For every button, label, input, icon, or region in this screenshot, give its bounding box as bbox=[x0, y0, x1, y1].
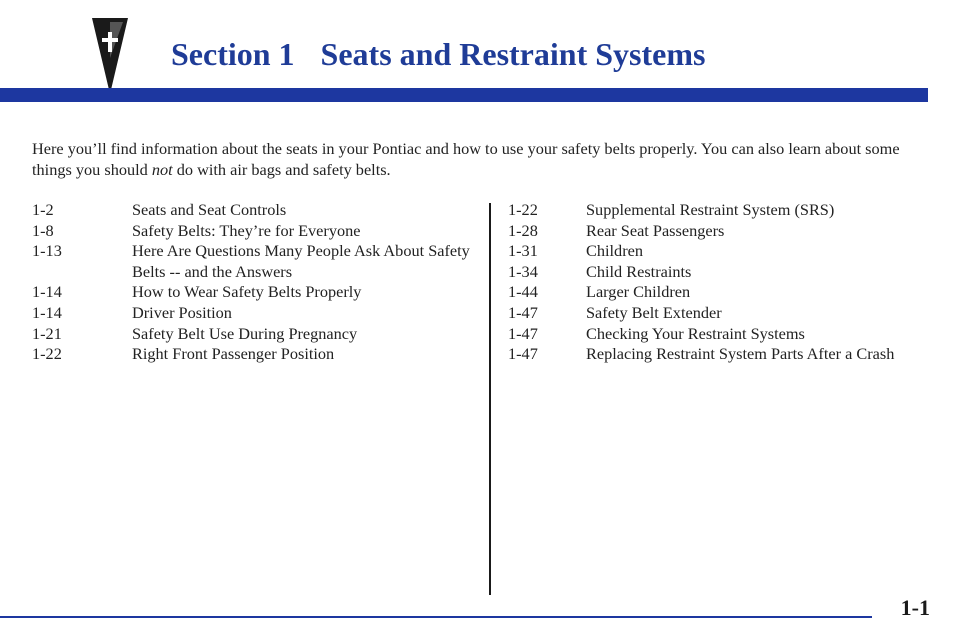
section-title: Seats and Restraint Systems bbox=[320, 36, 706, 72]
toc-title: Safety Belt Use During Pregnancy bbox=[132, 323, 358, 343]
toc-page: 1-47 bbox=[508, 302, 538, 322]
toc-entry[interactable] bbox=[508, 344, 928, 365]
toc-title: Replacing Restraint System Parts After a Crash bbox=[586, 344, 895, 364]
toc-entry[interactable] bbox=[32, 303, 472, 324]
toc-entry[interactable] bbox=[508, 303, 928, 324]
toc-entry[interactable] bbox=[32, 282, 472, 303]
footer-rule bbox=[0, 616, 872, 618]
toc-title: Children bbox=[586, 241, 643, 261]
toc-title: Driver Position bbox=[132, 302, 232, 322]
toc-page: 1-44 bbox=[508, 282, 538, 302]
toc-page: 1-22 bbox=[508, 200, 538, 219]
toc-left-column bbox=[32, 200, 472, 365]
toc-title: Larger Children bbox=[586, 282, 691, 302]
pontiac-arrowhead-icon bbox=[92, 18, 128, 94]
intro-emphasis: not bbox=[151, 160, 173, 179]
column-divider bbox=[489, 203, 491, 595]
toc-page: 1-14 bbox=[32, 282, 62, 302]
toc-page: 1-13 bbox=[32, 241, 62, 261]
toc-page: 1-31 bbox=[508, 241, 538, 261]
page-number: 1-1 bbox=[900, 595, 930, 620]
intro-text-before: Here you’ll find information about the seats in your Pontiac and how to use your safety belts properly. You can also learn about some things you should bbox=[32, 139, 900, 179]
toc-entry[interactable] bbox=[508, 262, 928, 283]
toc-page: 1-47 bbox=[508, 323, 538, 343]
intro-text-after: do with air bags and safety belts. bbox=[172, 160, 391, 179]
toc-title: Right Front Passenger Position bbox=[132, 344, 335, 364]
toc-title: Supplemental Restraint System (SRS) bbox=[586, 200, 835, 219]
section-heading bbox=[171, 34, 705, 74]
intro-paragraph bbox=[32, 138, 932, 180]
toc-entry[interactable] bbox=[508, 324, 928, 345]
toc-title: Seats and Seat Controls bbox=[132, 200, 287, 219]
toc-entry[interactable] bbox=[32, 344, 472, 365]
toc-entry[interactable] bbox=[32, 200, 472, 221]
toc-page: 1-2 bbox=[32, 200, 54, 219]
toc-page: 1-47 bbox=[508, 344, 538, 364]
toc-entry[interactable] bbox=[508, 241, 928, 262]
toc-title: Child Restraints bbox=[586, 261, 692, 281]
section-number: Section 1 bbox=[171, 36, 295, 72]
toc-title: Here Are Questions Many People Ask About Safety Belts -- and the Answers bbox=[132, 241, 470, 281]
toc-title: Safety Belts: They’re for Everyone bbox=[132, 220, 361, 240]
toc-entry[interactable] bbox=[32, 324, 472, 345]
title-bar bbox=[0, 88, 928, 102]
toc-page: 1-14 bbox=[32, 302, 62, 322]
toc-title: How to Wear Safety Belts Properly bbox=[132, 282, 362, 302]
toc-right-column bbox=[508, 200, 928, 365]
toc-page: 1-8 bbox=[32, 220, 54, 240]
toc-entry[interactable] bbox=[508, 200, 928, 221]
toc-page: 1-22 bbox=[32, 344, 62, 364]
toc-entry[interactable] bbox=[508, 282, 928, 303]
toc-page: 1-21 bbox=[32, 323, 62, 343]
toc-title: Rear Seat Passengers bbox=[586, 220, 725, 240]
toc-entry[interactable] bbox=[508, 221, 928, 242]
toc-entry[interactable] bbox=[32, 241, 472, 282]
toc-page: 1-28 bbox=[508, 220, 538, 240]
toc-title: Checking Your Restraint Systems bbox=[586, 323, 805, 343]
toc-title: Safety Belt Extender bbox=[586, 302, 722, 322]
toc-entry[interactable] bbox=[32, 221, 472, 242]
toc-page: 1-34 bbox=[508, 261, 538, 281]
